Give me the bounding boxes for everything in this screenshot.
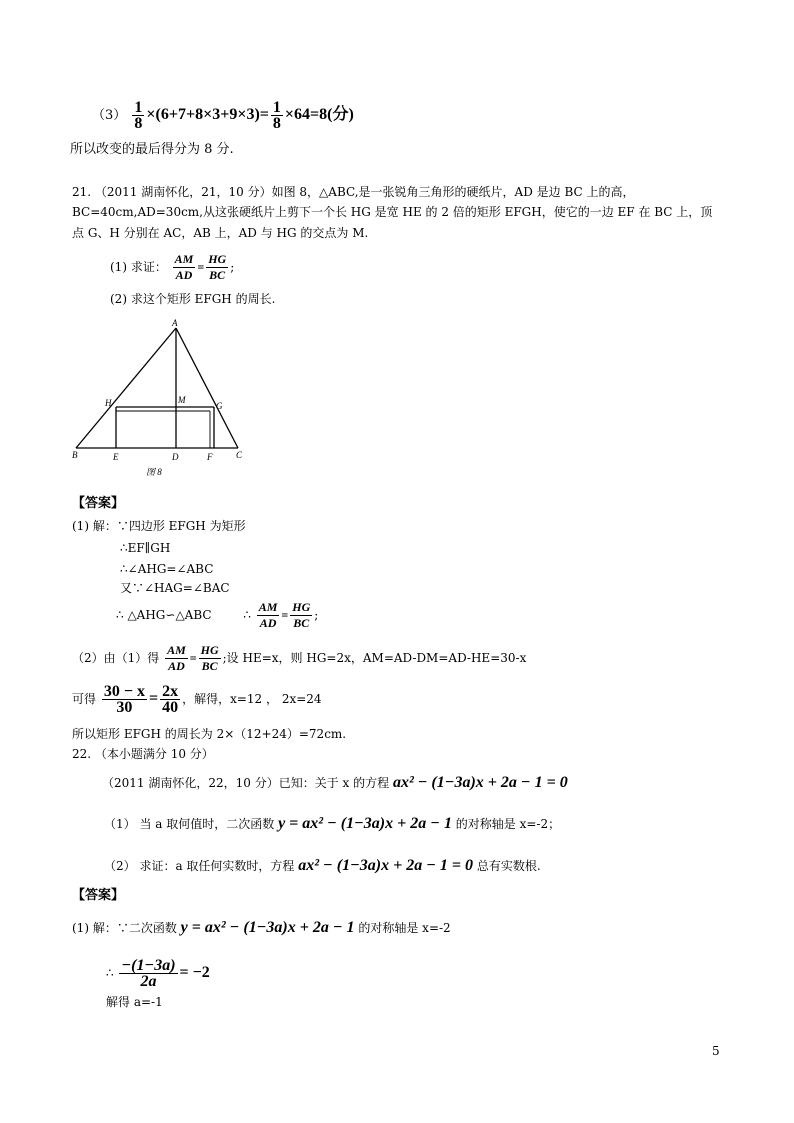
label-b: B (72, 450, 78, 460)
equation-fraction-left: $\frac{30 - x}{30}$ (103, 683, 145, 716)
q22-equation: ax² − (1−3a)x + 2a − 1 = 0 (392, 774, 568, 791)
q21-answer-line2: ∴EF∥GH (120, 541, 171, 555)
hg-bc-fraction-a5: $\frac{HG}{BC}$ (292, 600, 311, 630)
q21-line1: 21. （2011 湖南怀化，21，10 分）如图 8，△ABC,是一张锐角三角形的硬纸片，AD 是边 BC 上的高， (72, 185, 635, 199)
q21-answer-heading: 【答案】 (72, 496, 125, 511)
figure-8-triangle (68, 318, 268, 483)
q22-part1: （1） 当 a 取何值时，二次函数 y = ax² − (1−3a)x + 2a − 1 的对称轴是 x=-2； (104, 815, 561, 832)
axis-fraction: $\frac{-(1-3a)}{2a}$ (121, 957, 176, 990)
label-f: F (207, 452, 213, 462)
side-ab (76, 328, 176, 448)
q21-answer-line4: 又∵∠HAG=∠BAC (120, 581, 230, 595)
q21-answer-line5: ∴ △AHG∽△ABC ∴ $\frac{AM}{AD}$ = $\frac{HG}{BC}$ ; (116, 600, 319, 630)
q22-line1: 22. （本小题满分 10 分） (72, 747, 214, 761)
q21-answer-line1: (1) 解：∵四边形 EFGH 为矩形 (72, 519, 246, 533)
q22-answer-heading: 【答案】 (72, 888, 125, 903)
prev-answer-tail: ×64=8(分) (284, 106, 354, 123)
label-g: G (216, 401, 223, 411)
label-c: C (236, 450, 243, 460)
q22-part2: （2） 求证：a 取任何实数时，方程 ax² − (1−3a)x + 2a − 1 = 0 总有实数根. (104, 857, 541, 874)
q22-equation-2: ax² − (1−3a)x + 2a − 1 = 0 (298, 857, 474, 874)
q22-answer-line3: 解得 a=-1 (106, 995, 163, 1009)
q21-answer-line3: ∴∠AHG=∠ABC (120, 562, 214, 576)
am-ad-fraction-a5: $\frac{AM}{AD}$ (258, 600, 278, 630)
q22-function: y = ax² − (1−3a)x + 2a − 1 (278, 815, 452, 832)
label-h: H (105, 398, 112, 408)
hg-bc-fraction: $\frac{HG}{BC}$ (208, 252, 227, 282)
q22-line2: （2011 湖南怀化，22，10 分）已知：关于 x 的方程 ax² − (1−3a)x + 2a − 1 = 0 (102, 774, 568, 791)
figure-caption: 图 8 (146, 467, 162, 477)
q21-answer-line8: 所以矩形 EFGH 的周长为 2×（12+24）=72cm. (72, 727, 347, 741)
label-a: A (172, 318, 178, 328)
label-m: M (178, 395, 186, 405)
prev-answer-label: （3） (92, 108, 127, 123)
prev-answer-expression (92, 100, 354, 131)
one-eighth-fraction: $\frac{1}{8}$ (134, 99, 143, 132)
am-ad-fraction-a6: $\frac{AM}{AD}$ (167, 643, 186, 673)
prev-answer-body: ×(6+7+8×3+9×3)= (146, 106, 269, 123)
q22-answer-function: y = ax² − (1−3a)x + 2a − 1 (180, 919, 355, 936)
q21-part2: (2) 求这个矩形 EFGH 的周长. (110, 292, 276, 306)
q21-answer-line7: 可得 $\frac{30 - x}{30}$ = $\frac{2x}{40}$ ，解得，x=12 ， 2x=24 (72, 683, 322, 716)
q21-answer-line6: （2）由（1）得 $\frac{AM}{AD}$ = $\frac{HG}{BC}$ ;设 HE=x，则 HG=2x，AM=AD-DM=AD-HE=30-x (72, 643, 527, 673)
side-ac (176, 328, 238, 448)
label-d: D (172, 452, 179, 462)
label-e: E (113, 452, 119, 462)
page-number: 5 (712, 1044, 720, 1058)
q21-line3: 点 G、H 分别在 AC，AB 上，AD 与 HG 的交点为 M. (72, 226, 369, 240)
equation-fraction-right: $\frac{2x}{40}$ (162, 683, 179, 716)
prev-answer-conclusion: 所以改变的最后得分为 8 分. (70, 142, 234, 157)
q21-part1: (1) 求证： $\frac{AM}{AD}$ = $\frac{HG}{BC}$ ; (110, 252, 235, 282)
one-eighth-fraction-2: $\frac{1}{8}$ (272, 99, 281, 132)
hg-bc-fraction-a6: $\frac{HG}{BC}$ (200, 643, 219, 673)
q22-answer-line1: (1) 解：∵二次函数 y = ax² − (1−3a)x + 2a − 1 的对称轴是 x=-2 (72, 919, 451, 936)
q22-answer-line2: ∴ $\frac{-(1-3a)}{2a}$ = −2 (106, 957, 210, 990)
am-ad-fraction: $\frac{AM}{AD}$ (174, 252, 194, 282)
q21-line2: BC=40cm,AD=30cm,从这张硬纸片上剪下一个长 HG 是宽 HE 的 2 倍的矩形 EFGH，使它的一边 EF 在 BC 上，顶 (72, 205, 713, 219)
